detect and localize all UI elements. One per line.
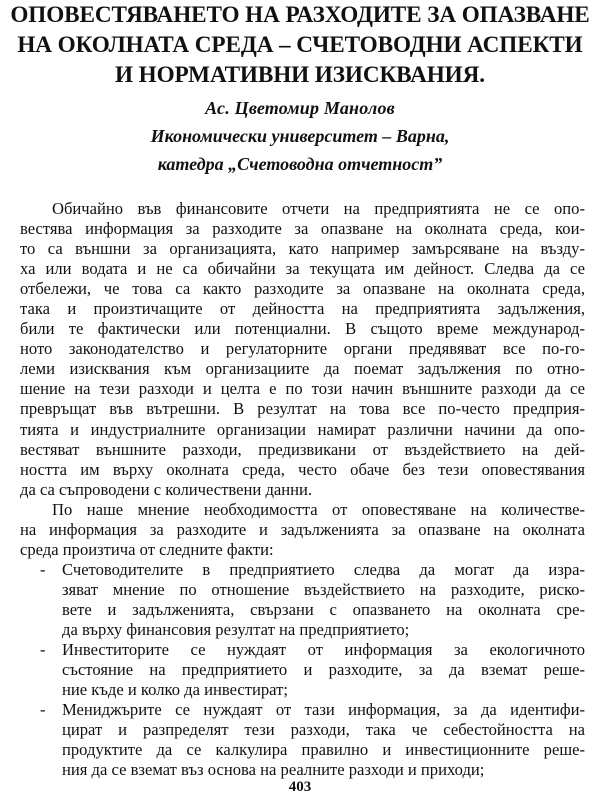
paragraph-2 <box>20 500 585 560</box>
list-item <box>20 560 585 640</box>
text-line: ха или водата и не са обичайни за текущата им дейност. Следва да се <box>20 259 585 279</box>
text-line: отбележи, че това са както разходите за опазване на околната среда, <box>20 279 585 299</box>
text-line: ното законодателство и регулаторните органи предявяват все по-го- <box>20 339 585 359</box>
page-title <box>10 0 590 90</box>
text-line: продуктите да се калкулира правилно и инвестиционните реше- <box>62 740 585 760</box>
text-line <box>20 560 585 580</box>
title-line: ОПОВЕСТЯВАНЕТО НА РАЗХОДИТЕ ЗА ОПАЗВАНЕ <box>10 2 590 28</box>
text-line: ния да се вземат въз основа на реалните разходи и приходи; <box>62 760 485 780</box>
list-item-text: Мениджърите се нуждаят от тази информация, за да идентифи- <box>62 700 585 720</box>
text-line: превръщат във вътрешни. В резултат на това все по-често предприя- <box>20 399 585 419</box>
list-dash: - <box>40 559 46 579</box>
text-line <box>20 640 585 660</box>
list-dash: - <box>40 700 46 720</box>
text-line: цират и разпределят тези разходи, така че себестойността на <box>62 720 585 740</box>
text-line: да са съпроводени с количествени данни. <box>20 479 313 499</box>
list-item <box>20 700 585 780</box>
text-line: вестява информация за разходите за опазване на околната среда, кои- <box>20 219 585 239</box>
author-name: Ас. Цветомир Манолов <box>205 98 395 118</box>
title-line: НА ОКОЛНАТА СРЕДА – СЧЕТОВОДНИ АСПЕКТИ <box>17 32 583 58</box>
text-line: на информация за разходите и задълженията за опазване на околната <box>20 519 585 539</box>
text-line: зяват мнение по отношение въздействието на разходите, риско- <box>62 579 585 599</box>
text-line: Обичайно във финансовите отчети на предприятията не се опо- <box>52 199 585 218</box>
text-line: леми изисквания към организациите да поемат задължения по отно- <box>20 359 585 379</box>
text-line: ността им върху околната среда, често обаче без тези оповестявания <box>20 459 585 479</box>
text-line: да върху финансовия резултат на предприятието; <box>62 619 410 639</box>
article-body <box>20 199 585 780</box>
text-line: среда произтича от следните факти: <box>20 539 274 559</box>
list-item <box>20 640 585 700</box>
text-line: По наше мнение необходимостта от оповестяване на количестве- <box>52 499 585 519</box>
text-line: шение на тези разходи и целта е по този начин външните разходи да се <box>20 379 585 399</box>
author-affiliation: Икономически университет – Варна, <box>150 126 450 146</box>
text-line: състояние на предприятието и разходите, за да вземат реше- <box>62 660 585 680</box>
author-block <box>0 94 600 178</box>
text-line <box>20 700 585 720</box>
text-line: вестяват външните разходи, предизвикани от въздействието на дей- <box>20 439 585 459</box>
bullet-list <box>20 560 585 781</box>
text-line: вете и задълженията, свързани с опазването на околната сре- <box>62 599 585 619</box>
list-dash: - <box>40 640 46 660</box>
list-item-text: Счетоводителите в предприятието следва да могат да изра- <box>62 559 585 579</box>
text-line: тията и индустриалните организации намират различни начини да опо- <box>20 419 585 439</box>
text-line: така и произтичащите от дейността на предприятията задължения, <box>20 299 585 319</box>
text-line: ние къде и колко да инвестират; <box>62 680 288 700</box>
paragraph-1 <box>20 199 585 500</box>
author-department: катедра „Счетоводна отчетност” <box>157 154 443 174</box>
text-line: били те фактически или потенциални. В същото време международ- <box>20 319 585 339</box>
title-line: И НОРМАТИВНИ ИЗИСКВАНИЯ. <box>115 62 485 88</box>
list-item-text: Инвеститорите се нуждаят от информация за екологичното <box>62 640 585 660</box>
page-number: 403 <box>288 779 312 795</box>
text-line: то са външни за организацията, като например замърсяване на възду- <box>20 239 585 259</box>
